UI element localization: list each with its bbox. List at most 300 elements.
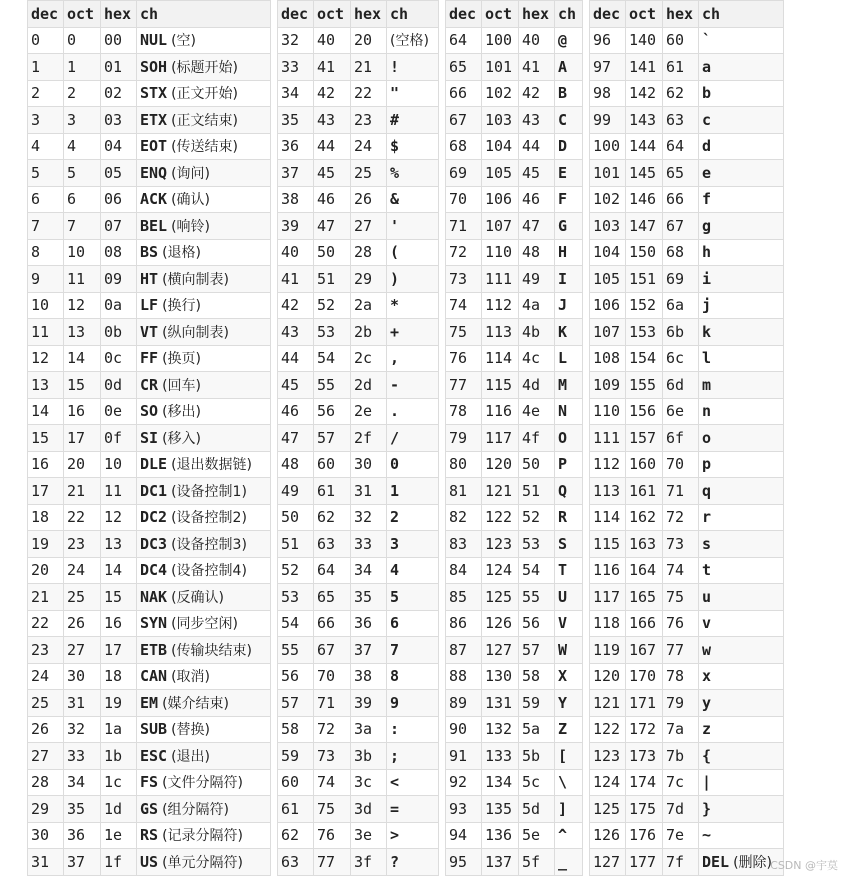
table-row bbox=[446, 107, 583, 134]
table-row bbox=[278, 663, 439, 690]
cell-oct: 31 bbox=[64, 690, 101, 717]
cell-dec: 47 bbox=[278, 425, 314, 452]
char-code: W bbox=[558, 640, 568, 659]
char-code: C bbox=[558, 110, 568, 129]
char-code: K bbox=[558, 322, 568, 341]
cell-dec: 117 bbox=[590, 584, 626, 611]
cell-dec: 10 bbox=[28, 292, 64, 319]
cell-dec: 74 bbox=[446, 292, 482, 319]
table-row bbox=[278, 266, 439, 293]
table-row bbox=[28, 822, 271, 849]
cell-oct: 114 bbox=[482, 345, 519, 372]
cell-dec: 55 bbox=[278, 637, 314, 664]
table-row bbox=[278, 504, 439, 531]
char-code: . bbox=[390, 402, 400, 421]
table-row bbox=[590, 610, 784, 637]
char-description: (移出) bbox=[162, 404, 201, 421]
cell-oct: 113 bbox=[482, 319, 519, 346]
cell-oct: 152 bbox=[626, 292, 663, 319]
cell-oct: 115 bbox=[482, 372, 519, 399]
cell-oct: 153 bbox=[626, 319, 663, 346]
table-row bbox=[590, 478, 784, 505]
cell-oct: 35 bbox=[64, 796, 101, 823]
cell-oct: 3 bbox=[64, 107, 101, 134]
cell-dec: 4 bbox=[28, 133, 64, 160]
cell-oct: 157 bbox=[626, 425, 663, 452]
cell-ch bbox=[137, 425, 271, 452]
header-oct: oct bbox=[482, 1, 519, 28]
cell-hex: 28 bbox=[351, 239, 387, 266]
table-row bbox=[446, 213, 583, 240]
cell-ch bbox=[387, 557, 439, 584]
cell-ch bbox=[137, 292, 271, 319]
cell-oct: 1 bbox=[64, 54, 101, 81]
cell-ch bbox=[137, 239, 271, 266]
cell-dec: 108 bbox=[590, 345, 626, 372]
table-row bbox=[28, 54, 271, 81]
cell-dec: 16 bbox=[28, 451, 64, 478]
cell-dec: 31 bbox=[28, 849, 64, 876]
char-code: 8 bbox=[390, 667, 400, 686]
table-row bbox=[278, 743, 439, 770]
table-row bbox=[278, 769, 439, 796]
cell-dec: 76 bbox=[446, 345, 482, 372]
cell-oct: 154 bbox=[626, 345, 663, 372]
cell-dec: 51 bbox=[278, 531, 314, 558]
cell-ch bbox=[387, 345, 439, 372]
cell-dec: 126 bbox=[590, 822, 626, 849]
cell-dec: 42 bbox=[278, 292, 314, 319]
char-code: u bbox=[702, 587, 712, 606]
char-code: SOH bbox=[140, 57, 168, 76]
table-row bbox=[590, 398, 784, 425]
char-code: * bbox=[390, 296, 400, 315]
cell-dec: 46 bbox=[278, 398, 314, 425]
cell-hex: 43 bbox=[519, 107, 555, 134]
cell-dec: 94 bbox=[446, 822, 482, 849]
table-row bbox=[28, 213, 271, 240]
cell-dec: 127 bbox=[590, 849, 626, 876]
char-code: G bbox=[558, 216, 568, 235]
cell-dec: 9 bbox=[28, 266, 64, 293]
cell-oct: 15 bbox=[64, 372, 101, 399]
cell-dec: 19 bbox=[28, 531, 64, 558]
cell-dec: 125 bbox=[590, 796, 626, 823]
table-row bbox=[446, 292, 583, 319]
cell-hex: 15 bbox=[101, 584, 137, 611]
cell-ch bbox=[555, 663, 583, 690]
cell-ch bbox=[137, 796, 271, 823]
char-code: HT bbox=[140, 269, 159, 288]
cell-oct: 166 bbox=[626, 610, 663, 637]
cell-ch bbox=[699, 796, 784, 823]
cell-oct: 63 bbox=[314, 531, 351, 558]
cell-hex: 00 bbox=[101, 27, 137, 54]
cell-oct: 2 bbox=[64, 80, 101, 107]
cell-oct: 133 bbox=[482, 743, 519, 770]
table-row bbox=[590, 716, 784, 743]
cell-ch bbox=[699, 239, 784, 266]
cell-ch bbox=[555, 54, 583, 81]
ascii-table-96-127 bbox=[589, 0, 784, 876]
cell-ch bbox=[137, 186, 271, 213]
char-code: ( bbox=[390, 243, 400, 262]
table-row bbox=[278, 80, 439, 107]
char-code: 4 bbox=[390, 561, 400, 580]
cell-hex: 19 bbox=[101, 690, 137, 717]
table-row bbox=[28, 584, 271, 611]
char-code: DC1 bbox=[140, 481, 168, 500]
cell-hex: 6f bbox=[663, 425, 699, 452]
cell-hex: 66 bbox=[663, 186, 699, 213]
cell-oct: 7 bbox=[64, 213, 101, 240]
cell-oct: 131 bbox=[482, 690, 519, 717]
char-code: { bbox=[702, 746, 712, 765]
cell-ch bbox=[387, 186, 439, 213]
cell-dec: 120 bbox=[590, 663, 626, 690]
cell-dec: 79 bbox=[446, 425, 482, 452]
cell-ch bbox=[387, 80, 439, 107]
char-description: (移入) bbox=[162, 430, 201, 447]
header-oct: oct bbox=[314, 1, 351, 28]
char-code: LF bbox=[140, 296, 159, 315]
cell-hex: 06 bbox=[101, 186, 137, 213]
cell-dec: 72 bbox=[446, 239, 482, 266]
table-row bbox=[446, 372, 583, 399]
cell-dec: 91 bbox=[446, 743, 482, 770]
header-dec: dec bbox=[278, 1, 314, 28]
char-code: i bbox=[702, 269, 712, 288]
cell-dec: 83 bbox=[446, 531, 482, 558]
char-code: N bbox=[558, 402, 568, 421]
cell-dec: 8 bbox=[28, 239, 64, 266]
table-row bbox=[446, 398, 583, 425]
table-row bbox=[28, 27, 271, 54]
cell-hex: 34 bbox=[351, 557, 387, 584]
table-row bbox=[590, 54, 784, 81]
char-code: ETB bbox=[140, 640, 168, 659]
cell-hex: 65 bbox=[663, 160, 699, 187]
cell-ch bbox=[699, 663, 784, 690]
char-code: VT bbox=[140, 322, 159, 341]
cell-dec: 14 bbox=[28, 398, 64, 425]
cell-dec: 69 bbox=[446, 160, 482, 187]
char-description: (文件分隔符) bbox=[162, 775, 243, 792]
cell-ch bbox=[387, 849, 439, 876]
table-row bbox=[278, 186, 439, 213]
char-code: r bbox=[702, 508, 712, 527]
char-code: DEL bbox=[702, 852, 730, 871]
char-code: 2 bbox=[390, 508, 400, 527]
cell-oct: 112 bbox=[482, 292, 519, 319]
table-row bbox=[28, 398, 271, 425]
cell-hex: 20 bbox=[351, 27, 387, 54]
cell-dec: 43 bbox=[278, 319, 314, 346]
table-row bbox=[278, 213, 439, 240]
cell-dec: 20 bbox=[28, 557, 64, 584]
char-code: h bbox=[702, 243, 712, 262]
cell-dec: 67 bbox=[446, 107, 482, 134]
char-code: BS bbox=[140, 243, 159, 262]
cell-oct: 156 bbox=[626, 398, 663, 425]
table-row bbox=[590, 372, 784, 399]
cell-hex: 6e bbox=[663, 398, 699, 425]
char-code: STX bbox=[140, 84, 168, 103]
char-code: V bbox=[558, 614, 568, 633]
cell-hex: 01 bbox=[101, 54, 137, 81]
cell-hex: 2f bbox=[351, 425, 387, 452]
cell-ch bbox=[555, 849, 583, 876]
cell-ch bbox=[137, 610, 271, 637]
table-row bbox=[28, 345, 271, 372]
char-code: : bbox=[390, 720, 400, 739]
cell-ch bbox=[699, 133, 784, 160]
cell-dec: 71 bbox=[446, 213, 482, 240]
cell-oct: 14 bbox=[64, 345, 101, 372]
char-description: (正文开始) bbox=[171, 86, 239, 103]
table-row bbox=[28, 266, 271, 293]
cell-oct: 127 bbox=[482, 637, 519, 664]
cell-ch bbox=[387, 54, 439, 81]
cell-ch bbox=[555, 531, 583, 558]
cell-hex: 60 bbox=[663, 27, 699, 54]
cell-hex: 59 bbox=[519, 690, 555, 717]
cell-ch bbox=[137, 557, 271, 584]
cell-oct: 143 bbox=[626, 107, 663, 134]
table-row bbox=[590, 292, 784, 319]
char-code: _ bbox=[558, 852, 568, 871]
cell-oct: 102 bbox=[482, 80, 519, 107]
cell-dec: 89 bbox=[446, 690, 482, 717]
cell-ch bbox=[699, 478, 784, 505]
table-row bbox=[446, 345, 583, 372]
cell-ch bbox=[387, 690, 439, 717]
cell-hex: 5a bbox=[519, 716, 555, 743]
header-ch: ch bbox=[387, 1, 439, 28]
cell-oct: 33 bbox=[64, 743, 101, 770]
cell-oct: 165 bbox=[626, 584, 663, 611]
char-description: (询问) bbox=[171, 165, 211, 182]
header-hex: hex bbox=[351, 1, 387, 28]
cell-hex: 18 bbox=[101, 663, 137, 690]
cell-ch bbox=[555, 743, 583, 770]
table-row bbox=[590, 822, 784, 849]
table-row bbox=[28, 531, 271, 558]
cell-oct: 132 bbox=[482, 716, 519, 743]
char-code: E bbox=[558, 163, 568, 182]
table-row bbox=[278, 345, 439, 372]
cell-dec: 77 bbox=[446, 372, 482, 399]
cell-ch bbox=[137, 584, 271, 611]
char-code: o bbox=[702, 428, 712, 447]
cell-ch bbox=[555, 584, 583, 611]
char-description: (换页) bbox=[162, 351, 201, 368]
table-row bbox=[446, 769, 583, 796]
char-code: p bbox=[702, 455, 712, 474]
cell-oct: 144 bbox=[626, 133, 663, 160]
char-code: DLE bbox=[140, 455, 168, 474]
char-code: S bbox=[558, 534, 568, 553]
cell-hex: 77 bbox=[663, 637, 699, 664]
cell-ch bbox=[555, 80, 583, 107]
cell-ch bbox=[387, 584, 439, 611]
cell-dec: 115 bbox=[590, 531, 626, 558]
cell-ch bbox=[555, 319, 583, 346]
char-code: ? bbox=[390, 852, 400, 871]
cell-ch bbox=[137, 319, 271, 346]
cell-ch bbox=[387, 372, 439, 399]
cell-dec: 62 bbox=[278, 822, 314, 849]
cell-dec: 57 bbox=[278, 690, 314, 717]
char-code: n bbox=[702, 402, 712, 421]
table-row bbox=[278, 133, 439, 160]
cell-ch bbox=[387, 239, 439, 266]
table-row bbox=[446, 796, 583, 823]
cell-hex: 4d bbox=[519, 372, 555, 399]
char-code: 7 bbox=[390, 640, 400, 659]
cell-oct: 54 bbox=[314, 345, 351, 372]
cell-hex: 1c bbox=[101, 769, 137, 796]
cell-dec: 119 bbox=[590, 637, 626, 664]
cell-oct: 173 bbox=[626, 743, 663, 770]
cell-dec: 116 bbox=[590, 557, 626, 584]
header-hex: hex bbox=[519, 1, 555, 28]
table-row bbox=[28, 504, 271, 531]
cell-ch bbox=[137, 531, 271, 558]
cell-oct: 106 bbox=[482, 186, 519, 213]
table-row bbox=[446, 637, 583, 664]
cell-dec: 100 bbox=[590, 133, 626, 160]
cell-hex: 7e bbox=[663, 822, 699, 849]
table-row bbox=[590, 584, 784, 611]
cell-dec: 2 bbox=[28, 80, 64, 107]
cell-oct: 24 bbox=[64, 557, 101, 584]
cell-dec: 23 bbox=[28, 637, 64, 664]
cell-oct: 107 bbox=[482, 213, 519, 240]
cell-oct: 150 bbox=[626, 239, 663, 266]
cell-dec: 75 bbox=[446, 319, 482, 346]
cell-hex: 58 bbox=[519, 663, 555, 690]
cell-hex: 14 bbox=[101, 557, 137, 584]
cell-dec: 99 bbox=[590, 107, 626, 134]
cell-oct: 73 bbox=[314, 743, 351, 770]
cell-oct: 161 bbox=[626, 478, 663, 505]
table-row bbox=[278, 849, 439, 876]
cell-ch bbox=[137, 133, 271, 160]
cell-dec: 7 bbox=[28, 213, 64, 240]
cell-hex: 12 bbox=[101, 504, 137, 531]
cell-hex: 79 bbox=[663, 690, 699, 717]
cell-dec: 32 bbox=[278, 27, 314, 54]
cell-oct: 60 bbox=[314, 451, 351, 478]
cell-hex: 4b bbox=[519, 319, 555, 346]
char-description: (替换) bbox=[171, 722, 211, 739]
cell-hex: 53 bbox=[519, 531, 555, 558]
cell-oct: 126 bbox=[482, 610, 519, 637]
char-code: I bbox=[558, 269, 568, 288]
cell-oct: 162 bbox=[626, 504, 663, 531]
char-code: DC2 bbox=[140, 508, 168, 527]
table-row bbox=[28, 849, 271, 876]
cell-ch bbox=[137, 160, 271, 187]
header-ch: ch bbox=[699, 1, 784, 28]
table-row bbox=[446, 266, 583, 293]
cell-ch bbox=[699, 769, 784, 796]
table-row bbox=[590, 239, 784, 266]
cell-oct: 16 bbox=[64, 398, 101, 425]
cell-dec: 24 bbox=[28, 663, 64, 690]
cell-oct: 163 bbox=[626, 531, 663, 558]
cell-ch bbox=[387, 213, 439, 240]
cell-dec: 3 bbox=[28, 107, 64, 134]
char-code: ` bbox=[702, 31, 712, 50]
cell-dec: 113 bbox=[590, 478, 626, 505]
table-row bbox=[590, 637, 784, 664]
cell-dec: 29 bbox=[28, 796, 64, 823]
cell-oct: 23 bbox=[64, 531, 101, 558]
char-code: H bbox=[558, 243, 568, 262]
char-code: # bbox=[390, 110, 400, 129]
cell-ch bbox=[699, 372, 784, 399]
cell-oct: 36 bbox=[64, 822, 101, 849]
char-code: m bbox=[702, 375, 712, 394]
char-code: T bbox=[558, 561, 568, 580]
cell-hex: 3e bbox=[351, 822, 387, 849]
char-description: (取消) bbox=[171, 669, 211, 686]
cell-dec: 0 bbox=[28, 27, 64, 54]
table-row bbox=[446, 690, 583, 717]
cell-oct: 6 bbox=[64, 186, 101, 213]
cell-hex: 10 bbox=[101, 451, 137, 478]
table-row bbox=[590, 690, 784, 717]
cell-ch bbox=[699, 319, 784, 346]
cell-dec: 105 bbox=[590, 266, 626, 293]
table-row bbox=[278, 160, 439, 187]
cell-dec: 103 bbox=[590, 213, 626, 240]
cell-oct: 120 bbox=[482, 451, 519, 478]
table-row bbox=[446, 54, 583, 81]
table-row bbox=[278, 27, 439, 54]
cell-dec: 101 bbox=[590, 160, 626, 187]
char-code: P bbox=[558, 455, 568, 474]
cell-ch bbox=[555, 769, 583, 796]
char-code: Z bbox=[558, 720, 568, 739]
cell-ch bbox=[555, 213, 583, 240]
table-row bbox=[446, 610, 583, 637]
cell-oct: 26 bbox=[64, 610, 101, 637]
cell-hex: 1f bbox=[101, 849, 137, 876]
char-code: A bbox=[558, 57, 568, 76]
cell-ch bbox=[699, 266, 784, 293]
cell-hex: 29 bbox=[351, 266, 387, 293]
char-code: CR bbox=[140, 375, 159, 394]
char-description: (标题开始) bbox=[171, 59, 239, 76]
table-row bbox=[278, 398, 439, 425]
char-code: DC4 bbox=[140, 561, 168, 580]
char-description: (纵向制表) bbox=[162, 324, 229, 341]
cell-dec: 58 bbox=[278, 716, 314, 743]
table-row bbox=[446, 27, 583, 54]
table-row bbox=[278, 54, 439, 81]
cell-oct: 155 bbox=[626, 372, 663, 399]
char-description: (空格) bbox=[390, 33, 429, 50]
cell-dec: 49 bbox=[278, 478, 314, 505]
table-row bbox=[278, 107, 439, 134]
table-row bbox=[446, 80, 583, 107]
cell-ch bbox=[699, 27, 784, 54]
cell-dec: 6 bbox=[28, 186, 64, 213]
cell-oct: 104 bbox=[482, 133, 519, 160]
